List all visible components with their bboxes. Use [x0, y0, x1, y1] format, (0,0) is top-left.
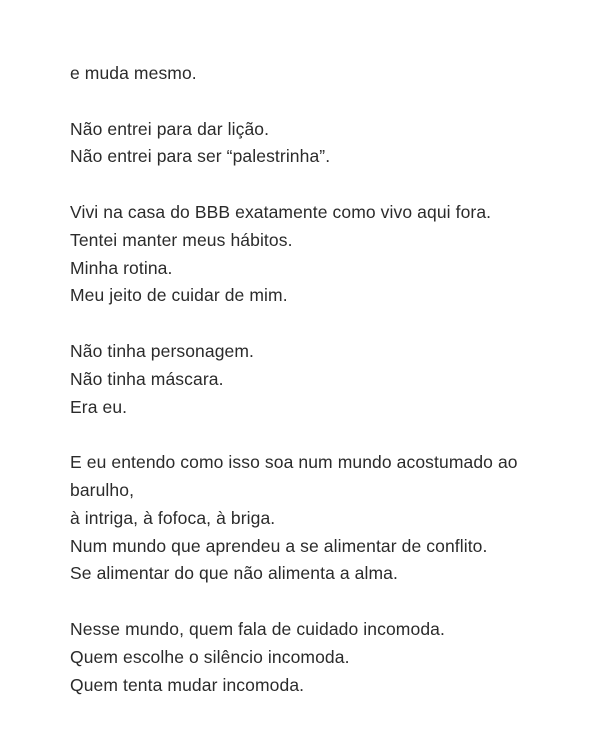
paragraph-gap	[70, 310, 540, 338]
paragraph-gap	[70, 171, 540, 199]
paragraph-gap	[70, 588, 540, 616]
paragraph-gap	[70, 88, 540, 116]
text-line: Meu jeito de cuidar de mim.	[70, 285, 288, 306]
text-line: e muda mesmo.	[70, 63, 197, 83]
text-line: Era eu.	[70, 396, 128, 417]
text-line: Tentei manter meus hábitos.	[70, 229, 293, 250]
text-line: Quem tenta mudar incomoda.	[70, 674, 305, 695]
text-line: à intriga, à fofoca, à briga.	[70, 507, 276, 528]
text-line: Vivi na casa do BBB exatamente como vivo aqui fora.	[70, 201, 492, 222]
document-body	[70, 60, 540, 699]
text-line: Não entrei para dar lição.	[70, 118, 270, 139]
text-line: Num mundo que aprendeu a se alimentar de conflito.	[70, 535, 488, 556]
text-line: Não entrei para ser “palestrinha”.	[70, 146, 331, 167]
paragraph-gap	[70, 421, 540, 449]
text-line: Não tinha máscara.	[70, 368, 224, 389]
text-line: Não tinha personagem.	[70, 340, 255, 361]
text-line: E eu entendo como isso soa num mundo acostumado ao barulho,	[70, 452, 518, 500]
text-line: Se alimentar do que não alimenta a alma.	[70, 563, 398, 584]
text-line: Minha rotina.	[70, 257, 173, 278]
text-line: Nesse mundo, quem fala de cuidado incomoda.	[70, 618, 445, 639]
text-line: Quem escolhe o silêncio incomoda.	[70, 646, 350, 667]
